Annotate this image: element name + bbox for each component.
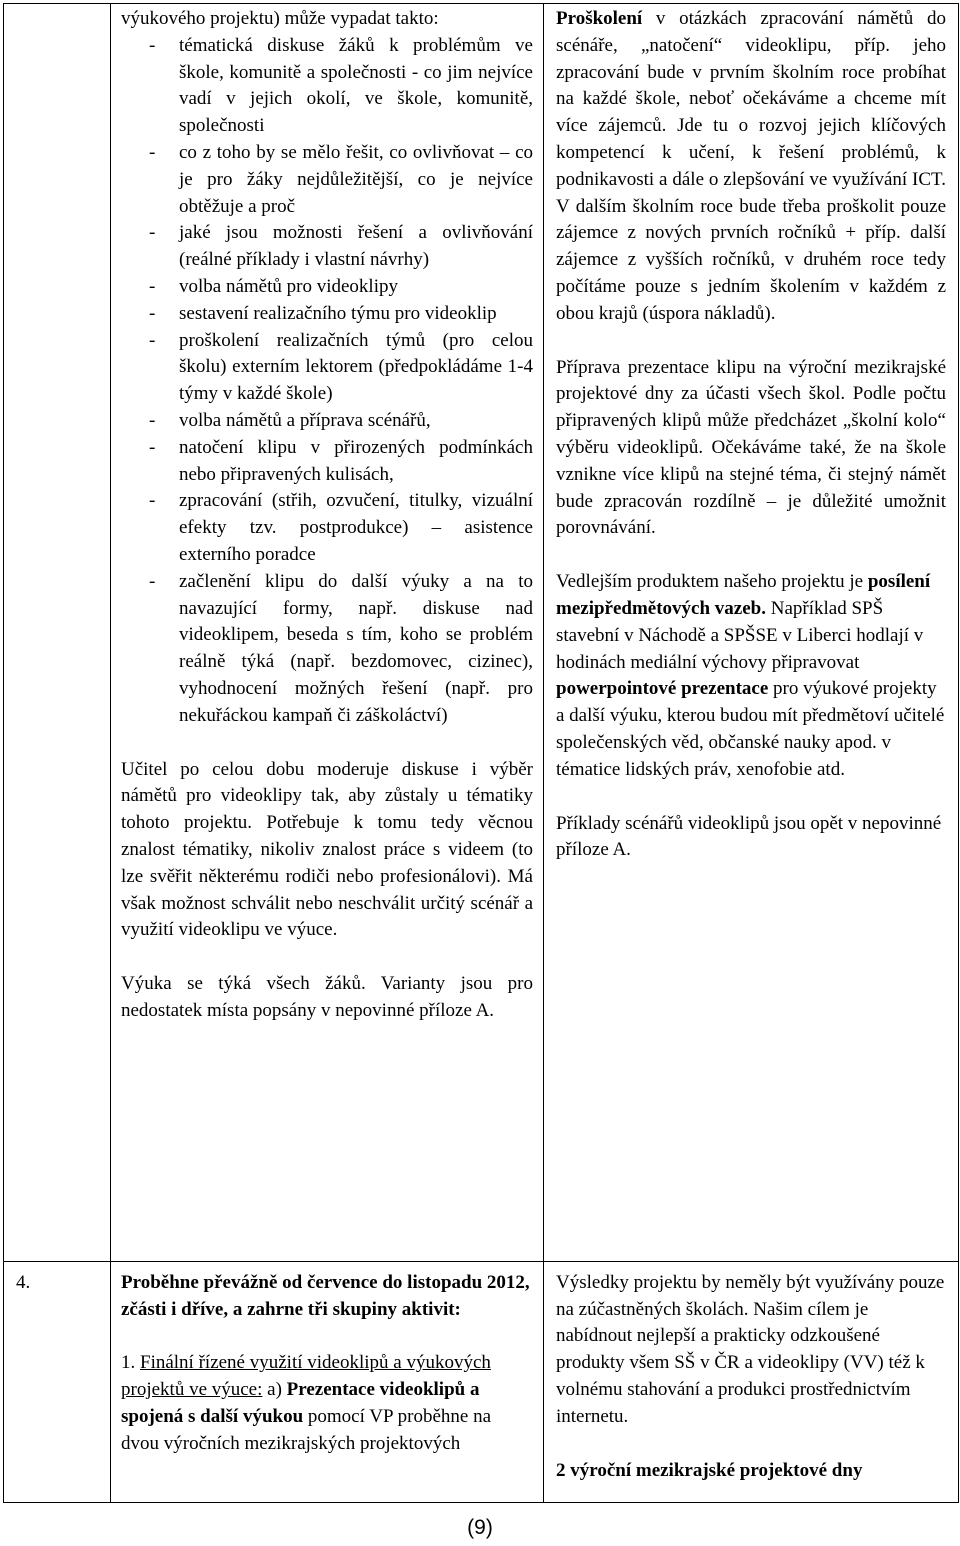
bullet-dash: - bbox=[149, 409, 156, 431]
list-item-text: natočení klipu v přirozených podmínkách nebo připravených kulisách, bbox=[179, 436, 533, 485]
byproduct-highlight: posílení mezipředmětových vazeb. bbox=[556, 571, 931, 619]
training-paragraph bbox=[556, 6, 946, 328]
outcomes-paragraph: Výsledky projektu by neměly být využívány pouze na zúčastněných školách. Našim cílem je nabídnout nejlepší a prakticky odzkoušené produkty všem SŠ v ČR a videoklipy (VV) též k volnému stahování a produkci prostřednictvím internetu. bbox=[556, 1271, 945, 1427]
list-item bbox=[121, 328, 533, 408]
list-item bbox=[121, 408, 533, 435]
powerpoint-highlight: powerpointové prezentace bbox=[556, 678, 769, 700]
activity-description-cell bbox=[111, 4, 544, 1262]
schedule-cell bbox=[111, 1261, 544, 1502]
table-row bbox=[4, 1261, 959, 1502]
list-item bbox=[121, 274, 533, 301]
list-item-text: tématická diskuse žáků k problémům ve škole, komunitě a společnosti - co jim nejvíce vadí v jejich okolí, ve škole, komunitě, společnosti bbox=[179, 34, 533, 137]
byproduct-text-e: pro výukové projekty a další výuku, kterou budou mít předmětoví učitelé společenských věd, občanské nauky apod. v tématice lidských práv, xenofobie atd. bbox=[556, 678, 945, 780]
item-text: pomocí VP proběhne na dvou výročních mezikrajských projektových bbox=[121, 1406, 492, 1454]
byproduct-text-a: Vedlejším produktem našeho projektu je bbox=[556, 571, 868, 593]
schedule-heading: Proběhne převážně od července do listopadu 2012, zčásti i dříve, a zahrne tři skupiny aktivit: bbox=[121, 1271, 530, 1320]
bullet-dash: - bbox=[149, 436, 156, 458]
bullet-dash: - bbox=[149, 329, 156, 351]
presentation-paragraph: Příprava prezentace klipu na výroční mezikrajské projektové dny za účasti všech škol. Podle počtu připravených klipů může předcházet „školní kolo“ výběru videoklipů. Očekáváme také, že na škole vznikne více klipů na stejné téma, či stejný námět bude zpracován rozdílně ‒ je důležité umožnit porovnávání. bbox=[556, 356, 946, 539]
item-bold: Prezentace videoklipů a spojená s další výukou bbox=[121, 1379, 480, 1428]
steps-list bbox=[121, 33, 533, 730]
list-item-text: proškolení realizačních týmů (pro celou školu) externím lektorem (předpokládáme 1-4 týmy v každé škole) bbox=[179, 329, 533, 405]
project-table bbox=[3, 3, 959, 1503]
list-item-text: sestavení realizačního týmu pro videoklip bbox=[179, 302, 497, 324]
byproduct-paragraph bbox=[556, 569, 946, 783]
list-item-text: co z toho by se mělo řešit, co ovlivňovat ‒ co je pro žáky nejdůležitější, co je nejvíce obtěžuje a proč bbox=[179, 141, 533, 217]
number-cell-empty bbox=[4, 4, 111, 1262]
bullet-dash: - bbox=[149, 302, 156, 324]
bullet-dash: - bbox=[149, 275, 156, 297]
item-title: Finální řízené využití videoklipů a výukových projektů ve výuce: bbox=[121, 1352, 491, 1401]
page-number: (9) bbox=[467, 1516, 493, 1539]
project-days-heading: 2 výroční mezikrajské projektové dny bbox=[556, 1459, 863, 1481]
row-number: 4. bbox=[16, 1271, 31, 1293]
list-item-text: zpracování (střih, ozvučení, titulky, vizuální efekty tzv. postprodukce) ‒ asistence externího poradce bbox=[179, 490, 533, 565]
byproduct-text-c: Například SPŠ stavební v Náchodě a SPŠSE v Liberci hodlají v hodinách mediální výchovy připravovat bbox=[556, 597, 924, 673]
notes-cell bbox=[544, 4, 959, 1262]
list-item bbox=[121, 220, 533, 274]
list-item bbox=[121, 569, 533, 730]
list-item bbox=[121, 435, 533, 489]
training-text: v otázkách zpracování námětů do scénáře, „natočení“ videoklipu, příp. jeho zpracování bude v prvním školním roce probíhat na každé škole, neboť očekáváme a chceme mít více zájemců. Jde tu o rozvoj jejich klíčových kompetencí k učení, k řešení problémů, k podnikavosti a dále o zlepšování ve využívání ICT. V dalším školním roce bude třeba proškolit pouze zájemce z nových prvních ročníků + příp. další zájemce z vyšších ročníků, v druhém roce tedy počítáme pouze s jedním školením v každém z obou krajů (úspora nákladů). bbox=[556, 8, 946, 324]
list-item bbox=[121, 488, 533, 568]
bullet-dash: - bbox=[149, 570, 156, 592]
list-item-text: volba námětů a příprava scénářů, bbox=[179, 409, 431, 431]
number-cell bbox=[4, 1261, 111, 1502]
list-item-text: začlenění klipu do další výuky a na to navazující formy, např. diskuse nad videoklipem, beseda s tím, koho se problém reálně týká (např. bezdomovec, cizinec), vyhodnocení možných řešení (např. pro nekuřáckou kampaň či záškoláctví) bbox=[179, 570, 533, 726]
list-item bbox=[121, 301, 533, 328]
teacher-role-paragraph: Učitel po celou dobu moderuje diskuse i výběr námětů pro videoklipy tak, aby zůstaly u tématiky tohoto projektu. Potřebuje k tomu tedy věcnou znalost tématiky, nikoliv znalost práce s videem (to lze svěřit některému rodiči nebo profesionálovi). Má však možnost schválit nebo neschválit určitý scénář a využití videoklipu ve výuce. bbox=[121, 758, 533, 941]
scope-paragraph: Výuka se týká všech žáků. Varianty jsou pro nedostatek místa popsány v nepovinné příloze A. bbox=[121, 973, 533, 1021]
bullet-dash: - bbox=[149, 222, 156, 244]
examples-paragraph: Příklady scénářů videoklipů jsou opět v nepovinné příloze A. bbox=[556, 812, 942, 861]
item-number: 1. bbox=[121, 1352, 140, 1374]
list-item bbox=[121, 33, 533, 140]
outcomes-cell bbox=[544, 1261, 959, 1502]
bullet-dash: - bbox=[149, 34, 156, 56]
bullet-dash: - bbox=[149, 490, 156, 512]
training-heading: Proškolení bbox=[556, 8, 643, 29]
intro-line: výukového projektu) může vypadat takto: bbox=[121, 8, 439, 29]
table-row bbox=[4, 4, 959, 1262]
item-letter: a) bbox=[262, 1379, 287, 1401]
list-item bbox=[121, 140, 533, 220]
activity-item bbox=[121, 1350, 533, 1457]
list-item-text: volba námětů pro videoklipy bbox=[179, 275, 398, 297]
bullet-dash: - bbox=[149, 141, 156, 163]
list-item-text: jaké jsou možnosti řešení a ovlivňování (reálné příklady i vlastní návrhy) bbox=[179, 222, 533, 271]
